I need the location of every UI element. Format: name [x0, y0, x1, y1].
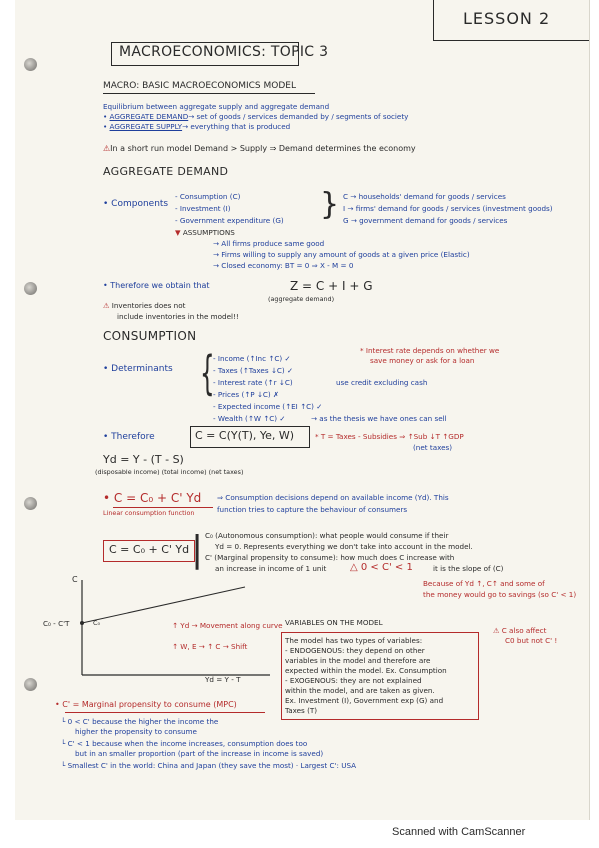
- net-taxes-note-2: (net taxes): [413, 443, 453, 452]
- linear-consumption-eq-text: C = C₀ + C' Yd: [113, 491, 202, 505]
- mpc-underline: [65, 712, 265, 713]
- intro-bullet-3: • AGGREGATE SUPPLY→ everything that is produced: [103, 122, 291, 131]
- mpc-slope-note: it is the slope of (C): [433, 564, 504, 573]
- mpc-line-1: └ 0 < C' because the higher the income the: [61, 717, 219, 726]
- consumption-equation-boxed: C = C₀ + C' Yd: [109, 543, 190, 556]
- linear-description-2: function tries to capture the behaviour of consumers: [217, 505, 408, 514]
- variables-title: VARIABLES ON THE MODEL: [285, 618, 383, 627]
- because-note-2: the money would go to savings (so C' < 1): [423, 590, 577, 599]
- net-taxes-note: * T = Taxes - Subsidies ⇒ ↑Sub ↓T ↑GDP: [315, 432, 464, 441]
- aggregate-demand-equation: Z = C + I + G: [290, 279, 373, 293]
- wealth-note: → as the thesis we have ones can sell: [311, 414, 447, 423]
- graph-point-label: C₀: [93, 619, 101, 627]
- graph-y-label: C: [72, 575, 78, 584]
- component-investment: - Investment (I): [175, 204, 231, 213]
- disposable-income-labels: (disposable income) (total income) (net taxes): [95, 468, 244, 476]
- mpc-title: • C' = Marginal propensity to consume (MPC): [55, 700, 237, 709]
- scanner-watermark: Scanned with CamScanner: [392, 826, 526, 838]
- intercept-point: [80, 621, 84, 625]
- section-heading-macro: MACRO: BASIC MACROECONOMICS MODEL: [103, 81, 296, 91]
- section-heading-ad: AGGREGATE DEMAND: [103, 165, 229, 178]
- ad-term: AGGREGATE DEMAND: [109, 112, 189, 121]
- variables-line-6: within the model, and are taken as given.: [285, 686, 435, 695]
- intro-bullet-2: • AGGREGATE DEMAND→ set of goods / services demanded by / segments of society: [103, 112, 409, 121]
- as-definition: → everything that is produced: [182, 122, 291, 131]
- intro-bullet-1: Equilibrium between aggregate supply and aggregate demand: [103, 102, 330, 111]
- mpc-line-4: but in an smaller proportion (part of the increase in income is saved): [75, 749, 324, 758]
- component-note-c: C → households' demand for goods / services: [343, 192, 506, 201]
- page-title: MACROECONOMICS: TOPIC 3: [119, 44, 329, 60]
- variables-line-1: The model has two types of variables:: [285, 636, 423, 645]
- side-note-1: [493, 627, 546, 635]
- graph-intercept-label: C₀ - C'T: [43, 619, 70, 628]
- assumption-3: → Closed economy: BT = 0 ⇒ X - M = 0: [213, 261, 354, 270]
- determinant-wealth: - Wealth (↑W ↑C) ✓: [213, 414, 286, 423]
- components-label: • Components: [103, 199, 169, 209]
- linear-consumption-equation: • C = C₀ + C' Yd: [103, 491, 202, 505]
- consumption-function: C = C(Y(T), Ye, W): [195, 429, 295, 442]
- consumption-line: [82, 587, 245, 623]
- because-note-1: Because of Yd ↑, C↑ and some of: [423, 579, 545, 588]
- as-term: AGGREGATE SUPPLY: [109, 122, 183, 131]
- warning-icon: ⚠: [103, 301, 110, 310]
- triangle-icon: △: [350, 562, 358, 573]
- mpc-line-1-text: 0 < C' because the higher the income the: [67, 717, 219, 726]
- interest-rate-note-2: save money or ask for a loan: [370, 356, 475, 365]
- ad-definition: → set of goods / services demanded by / segments of society: [188, 112, 409, 121]
- mpc-inequality: [350, 563, 413, 574]
- short-run-text: In a short run model Demand > Supply ⇒ Demand determines the economy: [110, 144, 416, 153]
- heading-underline: [103, 93, 315, 94]
- bracket-icon: |: [191, 529, 204, 570]
- arrow-down-icon: ▼: [175, 228, 181, 237]
- binder-hole: [24, 282, 37, 295]
- brace-icon: {: [200, 346, 215, 400]
- autonomous-consumption-2: Yd = 0. Represents everything we don't take into account in the model.: [215, 542, 473, 551]
- interest-rate-note-1: * Interest rate depends on whether we: [360, 346, 500, 355]
- notebook-page: [15, 0, 590, 820]
- mpc-title-text: C' = Marginal propensity to consume (MPC): [62, 700, 237, 709]
- warning-icon: ⚠: [493, 626, 500, 635]
- determinants-label-text: Determinants: [111, 364, 173, 374]
- graph-movement-note: ↑ Yd → Movement along curve: [172, 621, 283, 630]
- determinant-income: - Income (↑Inc ↑C) ✓: [213, 354, 291, 363]
- marginal-propensity-2: an increase in income of 1 unit: [215, 564, 327, 573]
- determinant-prices: - Prices (↑P ↓C) ✗: [213, 390, 280, 399]
- component-note-g: G → government demand for goods / services: [343, 216, 508, 225]
- mpc-line-2: higher the propensity to consume: [75, 727, 197, 736]
- variables-line-8: Taxes (T): [285, 706, 318, 715]
- component-consumption: - Consumption (C): [175, 192, 241, 201]
- mpc-line-5-text: Smallest C' in the world: China and Japan (they save the most) · Largest C': USA: [67, 761, 357, 770]
- mpc-line-3: └ C' < 1 because when the income increases, consumption does too: [61, 739, 308, 748]
- consumption-graph: [70, 575, 295, 695]
- therefore-consumption: • Therefore: [103, 432, 155, 442]
- component-government: - Government expenditure (G): [175, 216, 284, 225]
- side-note-2: C0 but not C' !: [505, 636, 558, 645]
- assumption-2: → Firms willing to supply any amount of goods at a given price (Elastic): [213, 250, 470, 259]
- side-note-1-text: C also affect: [501, 626, 547, 635]
- inventories-note-2: include inventories in the model!!: [117, 312, 239, 321]
- variables-line-5: - EXOGENOUS: they are not explained: [285, 676, 422, 685]
- therefore-consumption-text: Therefore: [111, 432, 155, 442]
- mpc-line-3-text: C' < 1 because when the income increases, consumption does too: [67, 739, 308, 748]
- autonomous-consumption-1: C₀ (Autonomous consumption): what people would consume if their: [205, 531, 449, 540]
- determinant-interest: - Interest rate (↑r ↓C): [213, 378, 293, 387]
- variables-line-7: Ex. Investment (I), Government exp (G) and: [285, 696, 444, 705]
- equation-underline: [113, 507, 213, 508]
- lesson-label: LESSON 2: [463, 9, 551, 28]
- determinants-label: • Determinants: [103, 364, 173, 374]
- binder-hole: [24, 678, 37, 691]
- variables-line-2: - ENDOGENOUS: they depend on other: [285, 646, 425, 655]
- variables-line-3: variables in the model and therefore are: [285, 656, 431, 665]
- binder-hole: [24, 497, 37, 510]
- therefore-line: • Therefore we obtain that: [103, 281, 210, 290]
- determinant-taxes: - Taxes (↑Taxes ↓C) ✓: [213, 366, 294, 375]
- determinant-expected-income: - Expected income (↑EI ↑C) ✓: [213, 402, 323, 411]
- components-label-text: Components: [111, 199, 169, 209]
- assumption-1: → All firms produce same good: [213, 239, 325, 248]
- section-heading-consumption: CONSUMPTION: [103, 329, 197, 343]
- mpc-inequality-text: 0 < C' < 1: [360, 562, 413, 573]
- aggregate-demand-note: (aggregate demand): [268, 295, 335, 303]
- disposable-income-equation: Yd = Y - (T - S): [103, 453, 184, 466]
- warning-icon: ⚠: [103, 144, 111, 153]
- inventories-text-1: Inventories does not: [111, 301, 186, 310]
- linear-description-1: ⇒ Consumption decisions depend on available income (Yd). This: [217, 493, 449, 502]
- linear-consumption-label: Linear consumption function: [103, 509, 195, 517]
- marginal-propensity-1: C' (Marginal propensity to consume): how much does C increase with: [205, 553, 455, 562]
- assumptions-label: [175, 229, 235, 237]
- inventories-note-1: [103, 302, 185, 310]
- graph-shift-note: ↑ W, E → ↑ C → Shift: [172, 642, 248, 651]
- graph-x-label: Yd = Y - T: [205, 675, 241, 684]
- mpc-line-5: └ Smallest C' in the world: China and Japan (they save the most) · Largest C': USA: [61, 761, 357, 770]
- variables-line-4: expected within the model. Ex. Consumption: [285, 666, 447, 675]
- short-run-note: [103, 145, 416, 153]
- component-note-i: I → firms' demand for goods / services (investment goods): [343, 204, 553, 213]
- assumptions-text: ASSUMPTIONS: [182, 228, 235, 237]
- binder-hole: [24, 58, 37, 71]
- brace-icon: }: [320, 187, 340, 222]
- interest-usage-note: use credit excluding cash: [336, 378, 428, 387]
- therefore-text: Therefore we obtain that: [110, 281, 210, 290]
